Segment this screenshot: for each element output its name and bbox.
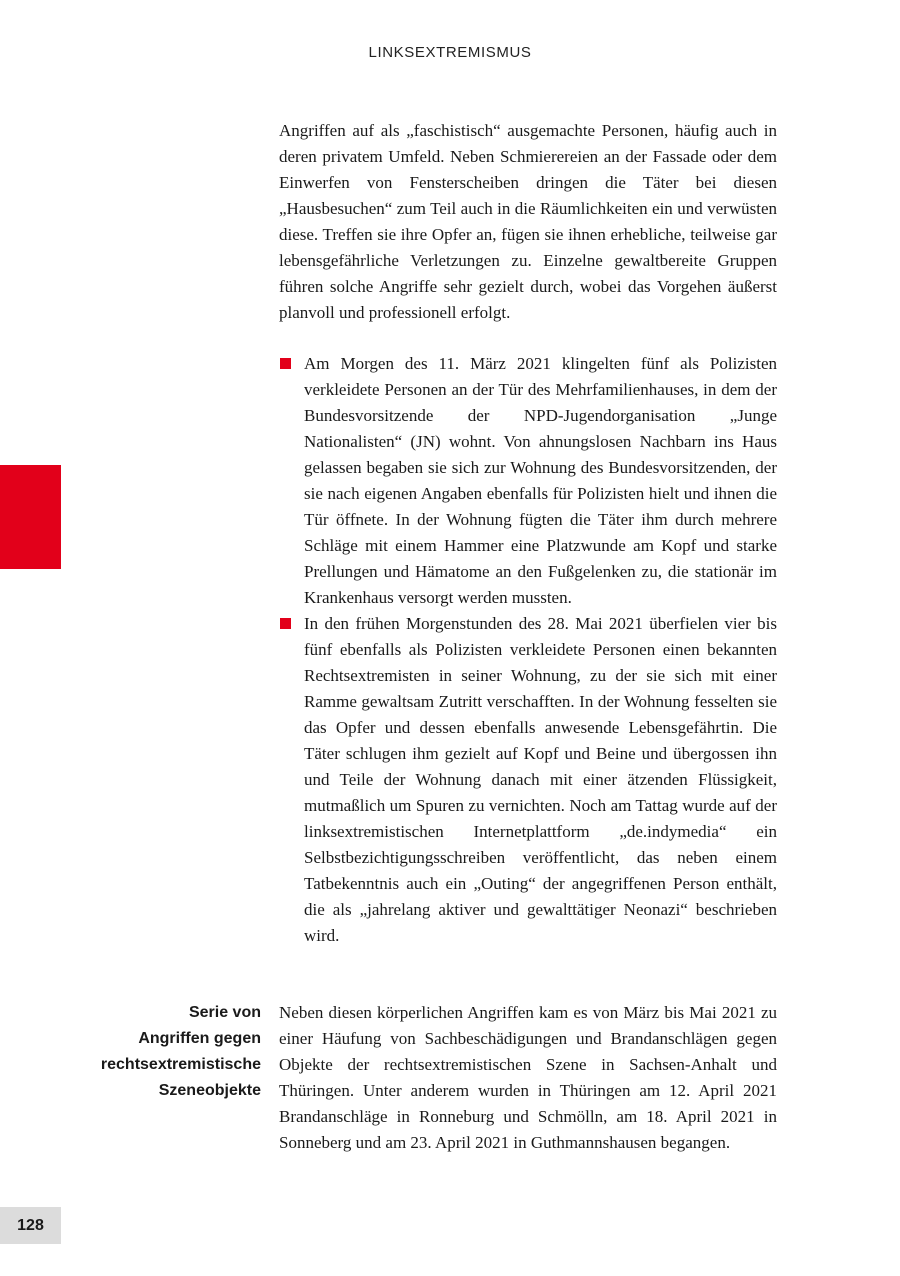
incident-list (279, 351, 777, 949)
margin-heading (60, 1000, 261, 1104)
margin-heading-line: Angriffen gegen (138, 1030, 261, 1047)
incident-text: Am Morgen des 11. März 2021 klingelten fünf als Polizisten verkleidete Personen an der Tür des Mehrfamilienhauses, in dem der Bundesvorsitzende der NPD-Jugendorganisation „Junge Nationalisten“ (JN) wohnt. Von ahnungslosen Nachbarn ins Haus gelassen begaben sie sich zur Wohnung des Bundesvorsitzenden, der sie nach eigenen Angaben ebenfalls für Polizisten hielt und ihnen die Tür öffnete. In der Wohnung fügten die Täter ihm durch mehrere Schläge mit einem Hammer eine Platzwunde am Kopf und starke Prellungen und Hämatome an den Fußgelenken zu, die stationär im Krankenhaus versorgt werden mussten. (304, 354, 777, 607)
incident-item (279, 611, 777, 949)
page-number: 128 (0, 1207, 61, 1244)
incident-text: In den frühen Morgenstunden des 28. Mai 2021 überfielen vier bis fünf ebenfalls als Polizisten verkleidete Personen einen bekannten Rechtsextremisten in seiner Wohnung, zu der sie sich mit einer Ramme gewaltsam Zutritt verschafften. In der Wohnung fesselten sie das Opfer und dessen ebenfalls anwesende Lebensgefährtin. Die Täter schlugen ihm gezielt auf Kopf und Beine und übergossen ihn und Teile der Wohnung danach mit einer ätzenden Flüssigkeit, mutmaßlich um Spuren zu vernichten. Noch am Tattag wurde auf der linksextremistischen Internetplattform „de.indymedia“ ein Selbstbezichtigungsschreiben veröffentlicht, das neben einem Tatbekenntnis auch ein „Outing“ der angegriffenen Person enthält, die als „jahrelang aktiver und gewalttätiger Neonazi“ beschrieben wird. (304, 614, 777, 945)
red-square-bullet-icon (280, 618, 291, 629)
intro-paragraph: Angriffen auf als „faschistisch“ ausgemachte Personen, häufig auch in deren privatem Umfeld. Neben Schmierereien an der Fassade oder dem Einwerfen von Fensterscheiben dringen die Täter bei diesen „Hausbesuchen“ zum Teil auch in die Räumlichkeiten ein und verwüsten diese. Treffen sie ihre Opfer an, fügen sie ihnen erhebliche, teilweise gar lebensgefährliche Verletzungen zu. Einzelne gewaltbereite Gruppen führen solche Angriffe sehr gezielt durch, wobei das Vorgehen äußerst planvoll und professionell erfolgt. (279, 121, 777, 322)
closing-paragraph: Neben diesen körperlichen Angriffen kam es von März bis Mai 2021 zu einer Häufung von Sachbeschädigungen und Brandanschlägen gegen Objekte der rechtsextremistischen Szene in Sachsen-Anhalt und Thüringen. Unter anderem wurden in Thüringen am 12. April 2021 Brandanschläge in Ronneburg und Schmölln, am 18. April 2021 in Sonneberg und am 23. April 2021 in Guthmannshausen begangen. (279, 1003, 777, 1152)
intro-text-block (279, 118, 777, 326)
margin-heading-line: Szeneobjekte (158, 1082, 261, 1099)
chapter-marker-tab (0, 465, 61, 569)
incident-item (279, 351, 777, 611)
margin-heading-line: rechtsextremistische (100, 1056, 261, 1073)
running-header: LINKSEXTREMISMUS (368, 44, 532, 61)
closing-text-block (279, 1000, 777, 1156)
red-square-bullet-icon (280, 358, 291, 369)
margin-heading-line: Serie von (188, 1004, 261, 1021)
